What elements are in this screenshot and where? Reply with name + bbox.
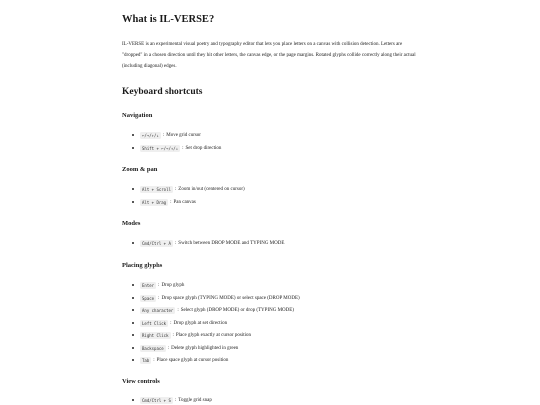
section-heading-modes: Modes <box>122 220 141 227</box>
shortcut-separator: : <box>158 295 160 301</box>
shortcut-key: Tab <box>142 357 150 363</box>
shortcut-separator: : <box>172 332 174 338</box>
shortcut-key: Cmd/Ctrl + A <box>142 240 171 246</box>
shortcut-item <box>132 356 228 364</box>
shortcut-item <box>132 306 294 314</box>
shortcuts-heading: Keyboard shortcuts <box>122 87 203 97</box>
shortcut-separator: : <box>167 345 170 351</box>
shortcut-key: Any character <box>142 307 174 313</box>
bullet-icon <box>132 322 134 324</box>
page-title: What is IL-VERSE? <box>122 14 215 25</box>
bullet-icon <box>132 359 134 361</box>
bullet-icon <box>132 134 134 136</box>
shortcut-description: Select glyph (DROP MODE) or drop (TYPING MODE) <box>180 307 294 313</box>
bullet-icon <box>132 334 134 336</box>
shortcut-key: Alt + Drag <box>142 199 167 205</box>
shortcut-separator: : <box>170 199 172 205</box>
bullet-icon <box>132 297 134 299</box>
bullet-icon <box>132 242 134 244</box>
shortcut-description: Drop glyph <box>161 282 185 288</box>
shortcut-description: Place glyph exactly at cursor position <box>175 332 252 338</box>
shortcut-key: Cmd/Ctrl + S <box>142 397 171 403</box>
bullet-icon <box>132 309 134 311</box>
shortcut-separator: : <box>158 282 160 288</box>
shortcut-key: ←/→/↑/↓ <box>142 132 159 138</box>
bullet-icon <box>132 284 134 286</box>
section-heading-navigation: Navigation <box>122 112 153 119</box>
shortcut-item <box>132 281 184 289</box>
bullet-icon <box>132 201 134 203</box>
shortcut-separator: : <box>174 186 177 192</box>
shortcut-key: Right Click <box>142 332 169 338</box>
shortcut-separator: : <box>177 307 179 313</box>
section-heading-zoom-pan: Zoom & pan <box>122 166 158 173</box>
shortcut-separator: : <box>170 320 172 326</box>
shortcut-separator: : <box>153 357 155 363</box>
shortcut-separator: : <box>182 145 184 151</box>
shortcut-description: Pan canvas <box>173 199 196 205</box>
shortcut-key: Shift + ←/→/↑/↓ <box>142 145 179 151</box>
shortcut-description: Zoom in/out (centered on cursor) <box>178 186 245 192</box>
shortcut-item <box>132 144 221 152</box>
shortcut-key: Left Click <box>142 320 167 326</box>
bullet-icon <box>132 399 134 401</box>
shortcut-separator: : <box>162 132 165 138</box>
shortcut-description: Toggle grid snap <box>178 397 212 403</box>
section-heading-view-controls: View controls <box>122 378 160 385</box>
shortcut-description: Switch between DROP MODE and TYPING MODE <box>178 240 285 246</box>
bullet-icon <box>132 188 134 190</box>
intro-paragraph: IL-VERSE is an experimental visual poetry and typography editor that lets you place letters on a canvas with collision detection. Letters are "dropped" in a chosen direction until they hit other letters, the canvas edge, or the page margins. Rotated glyphs collide correctly along their actual (including diagonal) edges. <box>122 42 416 69</box>
shortcut-item <box>132 396 212 404</box>
shortcut-item <box>132 344 238 352</box>
shortcut-key: Backspace <box>142 345 164 351</box>
shortcut-item <box>132 185 245 193</box>
shortcut-description: Drop space glyph (TYPING MODE) or select space (DROP MODE) <box>161 295 300 301</box>
shortcut-item <box>132 319 227 327</box>
shortcut-description: Drop glyph at set direction <box>173 320 228 326</box>
shortcut-separator: : <box>174 397 177 403</box>
shortcut-item <box>132 331 251 339</box>
shortcut-description: Move grid cursor <box>166 132 201 138</box>
shortcut-item <box>132 198 196 206</box>
shortcut-description: Set drop direction <box>185 145 222 151</box>
shortcut-key: Space <box>142 295 155 301</box>
shortcut-separator: : <box>174 240 177 246</box>
shortcut-key: Enter <box>142 282 155 288</box>
shortcut-item <box>132 239 284 247</box>
shortcut-description: Delete glyph highlighted in green <box>171 345 239 351</box>
bullet-icon <box>132 147 134 149</box>
shortcut-key: Alt + Scroll <box>142 186 171 192</box>
section-heading-placing-glyphs: Placing glyphs <box>122 262 163 269</box>
shortcut-item <box>132 294 300 302</box>
bullet-icon <box>132 347 134 349</box>
shortcut-item <box>132 131 201 139</box>
shortcut-description: Place space glyph at cursor position <box>156 357 229 363</box>
